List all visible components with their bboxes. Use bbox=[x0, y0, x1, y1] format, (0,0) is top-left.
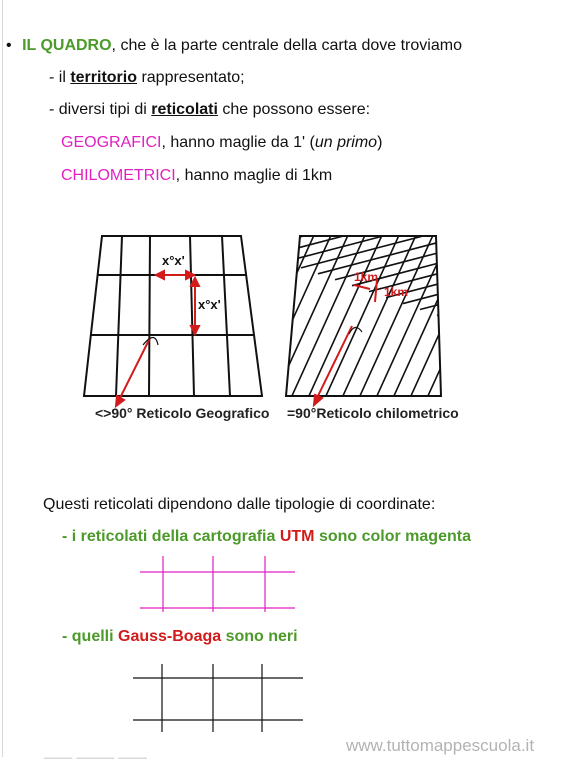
geo-cell-label-horizontal: x°x' bbox=[162, 253, 185, 268]
utm-name: UTM bbox=[279, 528, 315, 545]
item-reticolati-bold: reticolati bbox=[151, 101, 218, 118]
geografici-italic: un primo bbox=[314, 134, 378, 151]
chilometrici-text: , hanno maglie di 1km bbox=[175, 167, 333, 184]
item-territorio-bold: territorio bbox=[70, 69, 137, 86]
km-angle: =90° bbox=[287, 405, 317, 421]
geo-caption-text: Reticolo Geografico bbox=[132, 405, 270, 421]
km-cell-label-horizontal: 1km bbox=[354, 270, 379, 284]
gb-name: Gauss-Boaga bbox=[118, 628, 222, 645]
item-territorio-prefix: - il bbox=[49, 69, 71, 86]
chilometrici-name: CHILOMETRICI bbox=[61, 167, 176, 184]
coords-intro: Questi reticolati dipendono dalle tipologie di coordinate: bbox=[43, 496, 436, 513]
watermark: www.tuttomappescuola.it bbox=[346, 736, 535, 755]
quadro-description: , che è la parte centrale della carta dove troviamo bbox=[111, 37, 462, 54]
bullet-glyph: • bbox=[6, 37, 12, 54]
item-territorio-suffix: rappresentato; bbox=[137, 69, 245, 86]
item-reticolati-prefix: - diversi tipi di bbox=[49, 101, 152, 118]
gb-prefix: - quelli bbox=[62, 628, 118, 645]
geo-angle: <>90° bbox=[95, 405, 133, 421]
utm-prefix: - i reticolati della cartografia bbox=[62, 528, 280, 545]
geografici-text-after: ) bbox=[377, 134, 383, 151]
utm-suffix: sono color magenta bbox=[314, 528, 471, 545]
geografici-text-before: , hanno maglie da 1' ( bbox=[161, 134, 315, 151]
geografici-name: GEOGRAFICI bbox=[61, 134, 162, 151]
km-caption-text: Reticolo chilometrico bbox=[316, 405, 459, 421]
quadro-title: IL QUADRO bbox=[22, 37, 112, 54]
geo-cell-label-vertical: x°x' bbox=[198, 297, 221, 312]
item-reticolati-suffix: che possono essere: bbox=[217, 101, 371, 118]
gb-suffix: sono neri bbox=[221, 628, 298, 645]
cut-off-text-fragment: ــــــ ــــــــ ــــــ bbox=[44, 746, 147, 763]
km-cell-label-vertical: 1km bbox=[384, 285, 409, 299]
